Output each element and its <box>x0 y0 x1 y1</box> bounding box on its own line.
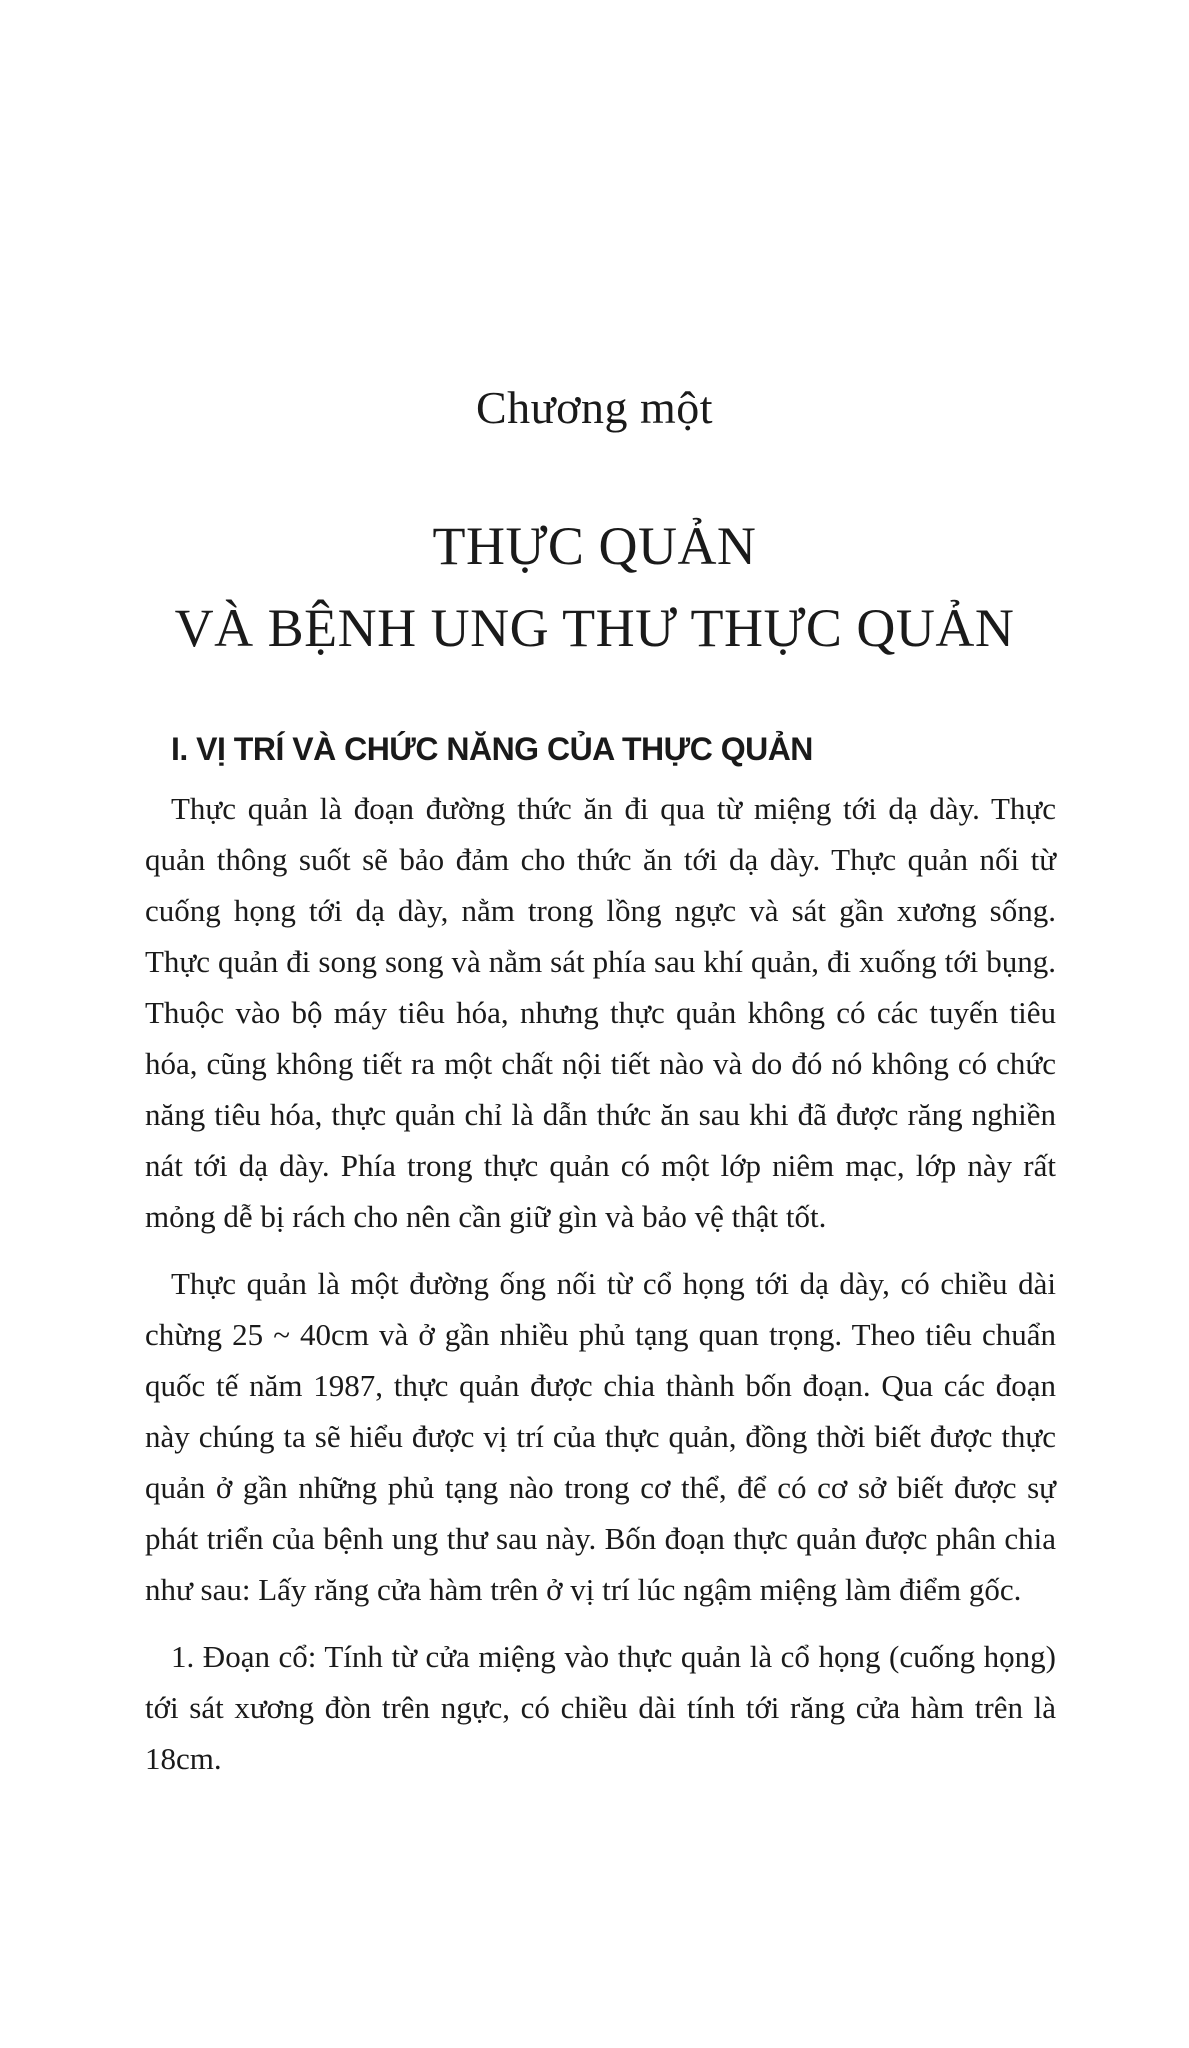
paragraph: Thực quản là một đường ống nối từ cổ họng tới dạ dày, có chiều dài chừng 25 ~ 40cm và ở gần nhiều phủ tạng quan trọng. Theo tiêu chuẩn quốc tế năm 1987, thực quản được chia thành bốn đoạn. Qua các đoạn này chúng ta sẽ hiểu được vị trí của thực quản, đồng thời biết được thực quản ở gần những phủ tạng nào trong cơ thể, để có cơ sở biết được sự phát triển của bệnh ung thư sau này. Bốn đoạn thực quản được phân chia như sau: Lấy răng cửa hàm trên ở vị trí lúc ngậm miệng làm điểm gốc. <box>145 1266 1056 1607</box>
chapter-title <box>0 505 1189 669</box>
section-heading: I. VỊ TRÍ VÀ CHỨC NĂNG CỦA THỰC QUẢN <box>171 731 813 767</box>
chapter-title-line-1: THỰC QUẢN <box>432 516 757 576</box>
chapter-label: Chương một <box>476 382 713 433</box>
paragraph: 1. Đoạn cổ: Tính từ cửa miệng vào thực quản là cổ họng (cuống họng) tới sát xương đòn trên ngực, có chiều dài tính tới răng cửa hàm trên là 18cm. <box>145 1639 1056 1776</box>
body-text <box>145 783 1056 1800</box>
chapter-title-line-2: VÀ BỆNH UNG THƯ THỰC QUẢN <box>174 598 1015 658</box>
paragraph: Thực quản là đoạn đường thức ăn đi qua từ miệng tới dạ dày. Thực quản thông suốt sẽ bảo đảm cho thức ăn tới dạ dày. Thực quản nối từ cuống họng tới dạ dày, nằm trong lồng ngực và sát gần xương sống. Thực quản đi song song và nằm sát phía sau khí quản, đi xuống tới bụng. Thuộc vào bộ máy tiêu hóa, nhưng thực quản không có các tuyến tiêu hóa, cũng không tiết ra một chất nội tiết nào và do đó nó không có chức năng tiêu hóa, thực quản chỉ là dẫn thức ăn sau khi đã được răng nghiền nát tới dạ dày. Phía trong thực quản có một lớp niêm mạc, lớp này rất mỏng dễ bị rách cho nên cần giữ gìn và bảo vệ thật tốt. <box>145 791 1056 1234</box>
